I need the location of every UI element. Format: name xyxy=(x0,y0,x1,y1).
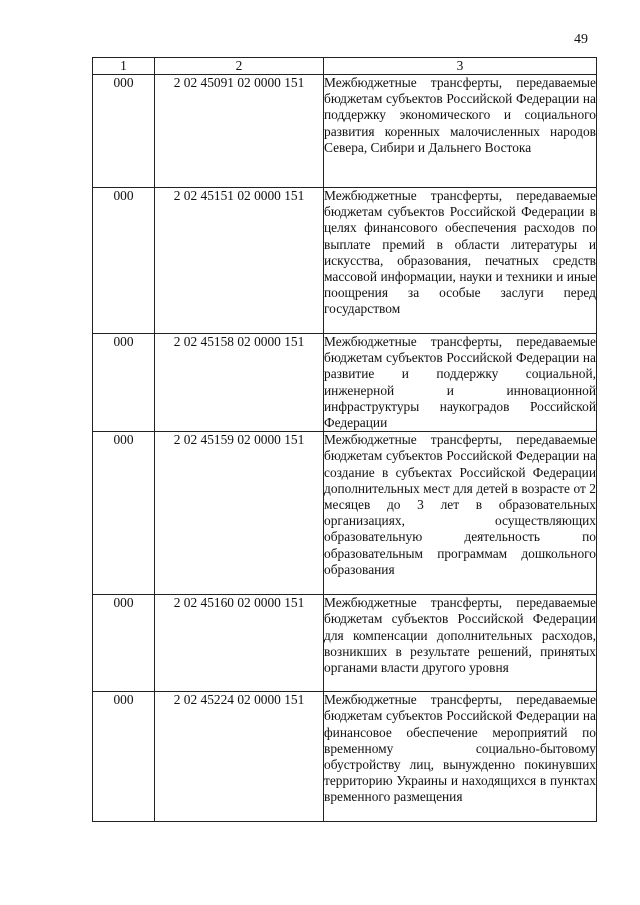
admin-code-cell: 000 xyxy=(93,432,155,595)
page-number: 49 xyxy=(574,32,588,47)
table-row xyxy=(93,334,597,432)
budget-code-cell: 2 02 45158 02 0000 151 xyxy=(155,334,324,432)
column-header-2: 2 xyxy=(155,58,324,75)
admin-code-cell: 000 xyxy=(93,334,155,432)
table-header-row xyxy=(93,58,597,75)
table-row xyxy=(93,188,597,334)
description-cell: Межбюджетные трансферты, передаваемые бюджетам субъектов Российской Федерации для компенсации дополнительных расходов, возникших в результате решений, принятых органами власти другого уровня xyxy=(324,595,597,692)
description-cell: Межбюджетные трансферты, передаваемые бюджетам субъектов Российской Федерации в целях финансового обеспечения расходов по выплате премий в области литературы и искусства, образования, печатных средств массовой информации, науки и техники и иные поощрения за особые заслуги перед государством xyxy=(324,188,597,334)
table-row xyxy=(93,432,597,595)
description-cell: Межбюджетные трансферты, передаваемые бюджетам субъектов Российской Федерации на создание в субъектах Российской Федерации дополнительных мест для детей в возрасте от 2 месяцев до 3 лет в образовательных организациях, осуществляющих образовательную деятельность по образовательным программам дошкольного образования xyxy=(324,432,597,595)
table-row xyxy=(93,692,597,822)
column-header-3: 3 xyxy=(324,58,597,75)
description-cell: Межбюджетные трансферты, передаваемые бюджетам субъектов Российской Федерации на финансовое обеспечение мероприятий по временному социально-бытовому обустройству лиц, вынужденно покинувших территорию Украины и находящихся в пунктах временного размещения xyxy=(324,692,597,822)
admin-code-cell: 000 xyxy=(93,75,155,188)
budget-code-cell: 2 02 45159 02 0000 151 xyxy=(155,432,324,595)
budget-classification-table xyxy=(92,57,597,822)
table-row xyxy=(93,75,597,188)
admin-code-cell: 000 xyxy=(93,188,155,334)
column-header-1: 1 xyxy=(93,58,155,75)
budget-code-cell: 2 02 45224 02 0000 151 xyxy=(155,692,324,822)
budget-code-cell: 2 02 45091 02 0000 151 xyxy=(155,75,324,188)
admin-code-cell: 000 xyxy=(93,692,155,822)
description-cell: Межбюджетные трансферты, передаваемые бюджетам субъектов Российской Федерации на развитие и поддержку социальной, инженерной и инновационной инфраструктуры наукоградов Российской Федерации xyxy=(324,334,596,431)
admin-code-cell: 000 xyxy=(93,595,155,692)
budget-code-cell: 2 02 45160 02 0000 151 xyxy=(155,595,324,692)
budget-code-cell: 2 02 45151 02 0000 151 xyxy=(155,188,324,334)
table-row xyxy=(93,595,597,692)
description-cell: Межбюджетные трансферты, передаваемые бюджетам субъектов Российской Федерации на поддержку экономического и социального развития коренных малочисленных народов Севера, Сибири и Дальнего Востока xyxy=(324,75,597,188)
